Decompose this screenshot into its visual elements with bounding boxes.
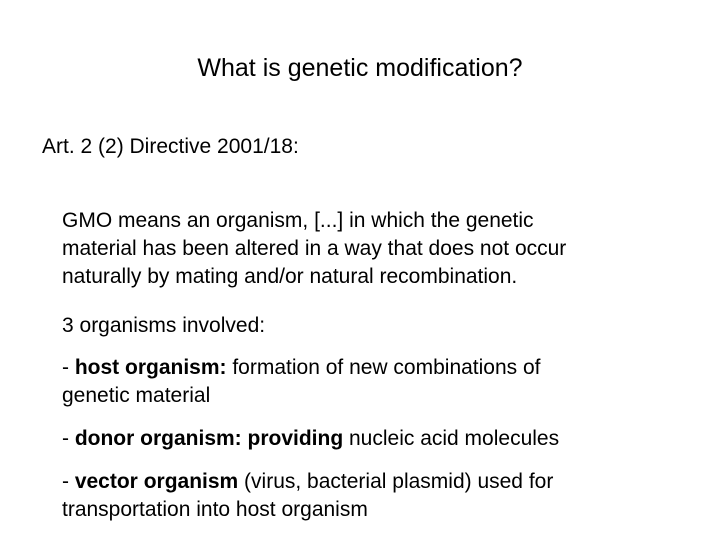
gmo-definition xyxy=(62,207,702,291)
vector-organism-item xyxy=(62,468,702,524)
donor-organism-description: nucleic acid molecules xyxy=(343,427,560,450)
bullet-dash: - xyxy=(62,427,75,450)
slide-title: What is genetic modification? xyxy=(197,54,523,82)
host-organism-term: host organism: xyxy=(74,356,227,379)
directive-reference: Art. 2 (2) Directive 2001/18: xyxy=(42,135,299,158)
donor-organism-item xyxy=(62,425,702,453)
host-organism-item xyxy=(62,354,702,410)
bullet-dash: - xyxy=(62,356,75,379)
vector-organism-description: (virus, bacterial plasmid) used for xyxy=(238,470,554,493)
host-organism-description: formation of new combinations of xyxy=(226,356,541,379)
host-organism-line-1 xyxy=(62,354,702,382)
definition-line-2: material has been altered in a way that does not occur xyxy=(62,237,567,260)
donor-organism-line-1 xyxy=(62,425,702,453)
bullet-dash: - xyxy=(62,470,75,493)
definition-line-1: GMO means an organism, [...] in which the genetic xyxy=(62,209,534,232)
donor-organism-term: donor organism: providing xyxy=(74,427,344,450)
vector-organism-line-1 xyxy=(62,468,702,496)
definition-line-3: naturally by mating and/or natural recombination. xyxy=(62,265,518,288)
host-organism-line-2: genetic material xyxy=(62,384,211,407)
organisms-involved-heading: 3 organisms involved: xyxy=(62,314,266,337)
vector-organism-term: vector organism xyxy=(74,470,239,493)
vector-organism-line-2: transportation into host organism xyxy=(62,498,368,521)
